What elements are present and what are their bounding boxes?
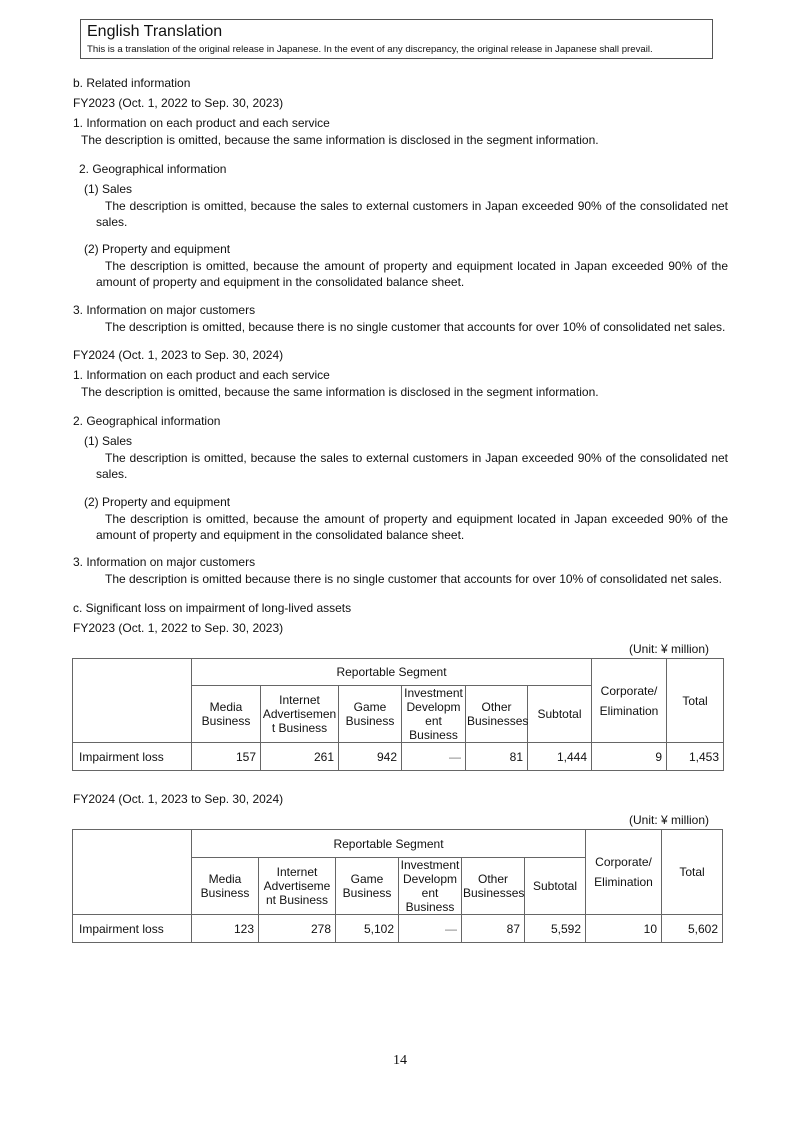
- col-header-other: Other Businesses: [462, 858, 525, 915]
- col-header-game: Game Business: [339, 686, 402, 743]
- col-header-total: Total: [667, 659, 724, 743]
- table-row: [73, 743, 724, 771]
- value-internet-ad: 278: [259, 915, 336, 943]
- fy2023-period: FY2023 (Oct. 1, 2022 to Sep. 30, 2023): [73, 96, 284, 110]
- row-label: Impairment loss: [73, 743, 192, 771]
- value-other: 87: [462, 915, 525, 943]
- col-header-internet-ad: Internet Advertiseme nt Business: [259, 858, 336, 915]
- col-header-subtotal: Subtotal: [525, 858, 586, 915]
- fy2023-item1-text: The description is omitted, because the same information is disclosed in the segment information.: [81, 133, 599, 147]
- section-c-heading: c. Significant loss on impairment of long-lived assets: [73, 601, 352, 615]
- impairment-table-fy2023: [72, 658, 724, 771]
- fy2024-ppe-heading: (2) Property and equipment: [84, 495, 231, 509]
- value-total: 5,602: [662, 915, 723, 943]
- col-header-game: Game Business: [336, 858, 399, 915]
- fy2024-item1-text: The description is omitted, because the same information is disclosed in the segment information.: [81, 385, 599, 399]
- table-corner-cell: [73, 830, 192, 915]
- value-media: 123: [192, 915, 259, 943]
- fy2024-period: FY2024 (Oct. 1, 2023 to Sep. 30, 2024): [73, 348, 284, 362]
- value-corporate: 10: [586, 915, 662, 943]
- value-media: 157: [192, 743, 261, 771]
- fy2024-item3-heading: 3. Information on major customers: [73, 555, 256, 569]
- group-header-reportable-segment: Reportable Segment: [192, 830, 586, 858]
- fy2023-ppe-text: The description is omitted, because the amount of property and equipment located in Japan exceeded 90% of the amount of property and equipment in the consolidated balance sheet.: [96, 259, 728, 289]
- col-header-investment: Investment Developm ent Business: [399, 858, 462, 915]
- col-header-internet-ad: Internet Advertisemen t Business: [261, 686, 339, 743]
- translation-title: English Translation: [87, 23, 223, 40]
- value-game: 942: [339, 743, 402, 771]
- value-internet-ad: 261: [261, 743, 339, 771]
- row-label: Impairment loss: [73, 915, 192, 943]
- value-total: 1,453: [667, 743, 724, 771]
- fy2023-item3-text: The description is omitted, because there is no single customer that accounts for over 10% of consolidated net sales.: [105, 320, 726, 334]
- translation-disclaimer: This is a translation of the original release in Japanese. In the event of any discrepancy, the original release in Japanese shall prevail.: [87, 44, 653, 55]
- table1-period: FY2023 (Oct. 1, 2022 to Sep. 30, 2023): [73, 621, 284, 635]
- col-header-subtotal: Subtotal: [528, 686, 592, 743]
- fy2024-item3-text: The description is omitted because there is no single customer that accounts for over 10% of consolidated net sales.: [105, 572, 723, 586]
- value-corporate: 9: [592, 743, 667, 771]
- fy2023-item2-heading: 2. Geographical information: [79, 162, 227, 176]
- fy2024-sales-heading: (1) Sales: [84, 434, 133, 448]
- value-game: 5,102: [336, 915, 399, 943]
- col-header-investment: Investment Developm ent Business: [402, 686, 466, 743]
- table-corner-cell: [73, 659, 192, 743]
- value-subtotal: 5,592: [525, 915, 586, 943]
- value-investment: —: [402, 743, 466, 771]
- section-b-heading: b. Related information: [73, 76, 191, 90]
- fy2023-ppe-heading: (2) Property and equipment: [84, 242, 231, 256]
- fy2024-sales-text: The description is omitted, because the sales to external customers in Japan exceeded 90% of the consolidated net sales.: [96, 451, 728, 481]
- translation-notice-box: [80, 19, 713, 59]
- fy2024-item1-heading: 1. Information on each product and each service: [73, 368, 330, 382]
- value-investment: —: [399, 915, 462, 943]
- table1-unit: (Unit: ¥ million): [629, 642, 710, 656]
- table2-period: FY2024 (Oct. 1, 2023 to Sep. 30, 2024): [73, 792, 284, 806]
- fy2023-item3-heading: 3. Information on major customers: [73, 303, 256, 317]
- impairment-table-fy2024: [72, 829, 723, 943]
- col-header-corporate: Corporate/ Elimination: [592, 659, 667, 743]
- col-header-corporate: Corporate/ Elimination: [586, 830, 662, 915]
- col-header-media: Media Business: [192, 686, 261, 743]
- table2-unit: (Unit: ¥ million): [629, 813, 710, 827]
- col-header-other: Other Businesses: [466, 686, 528, 743]
- col-header-media: Media Business: [192, 858, 259, 915]
- page-number: 14: [393, 1053, 407, 1068]
- group-header-reportable-segment: Reportable Segment: [192, 659, 592, 686]
- fy2023-item1-heading: 1. Information on each product and each service: [73, 116, 330, 130]
- value-other: 81: [466, 743, 528, 771]
- fy2024-ppe-text: The description is omitted, because the amount of property and equipment located in Japan exceeded 90% of the amount of property and equipment in the consolidated balance sheet.: [96, 512, 728, 542]
- fy2023-sales-text: The description is omitted, because the sales to external customers in Japan exceeded 90% of the consolidated net sales.: [96, 199, 728, 229]
- value-subtotal: 1,444: [528, 743, 592, 771]
- table-row: [73, 915, 723, 943]
- col-header-total: Total: [662, 830, 723, 915]
- fy2023-sales-heading: (1) Sales: [84, 182, 133, 196]
- fy2024-item2-heading: 2. Geographical information: [73, 414, 221, 428]
